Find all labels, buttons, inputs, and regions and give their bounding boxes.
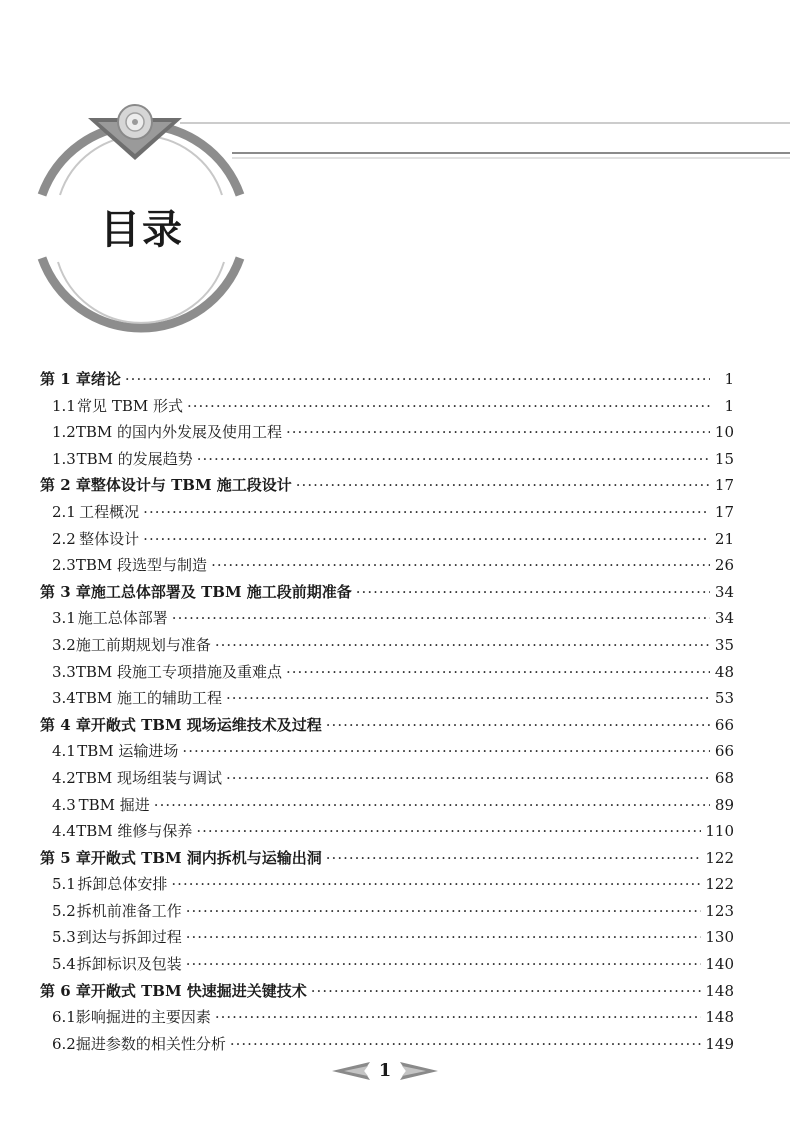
dot-leader xyxy=(296,476,710,494)
toc-section-row[interactable] xyxy=(40,501,734,528)
dot-leader xyxy=(187,397,710,415)
toc-entry-page: 34 xyxy=(714,582,734,601)
toc-entry-number: 1.1 xyxy=(52,396,76,415)
toc-entry-title: 工程概况 xyxy=(79,502,140,521)
toc-entry-title: 开敞式 TBM 现场运维技术及过程 xyxy=(90,715,322,734)
dot-leader xyxy=(286,423,710,441)
dot-leader xyxy=(186,955,702,973)
toc-entry-title: 绪论 xyxy=(90,370,121,388)
toc-entry-page: 149 xyxy=(705,1034,734,1053)
toc-entry-title: 整体设计与 TBM 施工段设计 xyxy=(90,476,292,495)
toc-entry-page: 140 xyxy=(705,955,734,974)
toc-entry-title: TBM 段施工专项措施及重难点 xyxy=(75,662,283,681)
toc-entry-page: 35 xyxy=(714,635,734,654)
dot-leader xyxy=(226,689,710,707)
toc-entry-title: 拆机前准备工作 xyxy=(76,901,182,920)
toc-entry-number: 第 2 章 xyxy=(40,476,91,495)
dot-leader xyxy=(182,742,710,760)
page-number: 1 xyxy=(378,1060,392,1081)
toc-entry-page: 21 xyxy=(714,529,734,548)
toc-chapter-row[interactable] xyxy=(40,368,734,395)
toc-entry-title: 到达与拆卸过程 xyxy=(76,928,182,947)
toc-chapter-row[interactable] xyxy=(40,847,734,874)
toc-section-row[interactable] xyxy=(40,661,734,688)
toc-entry-number: 2.3 xyxy=(52,556,76,575)
toc-entry-number: 第 5 章 xyxy=(40,848,91,867)
toc-entry-page: 17 xyxy=(714,476,734,495)
toc-entry-number: 1.2 xyxy=(52,423,76,442)
toc-entry-number: 6.2 xyxy=(52,1034,76,1053)
toc-entry-number: 6.1 xyxy=(52,1008,76,1027)
toc-entry-page: 68 xyxy=(714,768,734,787)
toc-entry-number: 第 6 章 xyxy=(40,981,91,1000)
toc-entry-title: TBM 维修与保养 xyxy=(76,822,193,841)
toc-entry-number: 4.4 xyxy=(52,822,76,841)
table-of-contents xyxy=(40,368,734,1059)
toc-entry-page: 1 xyxy=(724,396,734,415)
toc-chapter-row[interactable] xyxy=(40,474,734,501)
toc-entry-page: 148 xyxy=(705,1008,734,1027)
toc-entry-page: 110 xyxy=(705,822,734,841)
toc-entry-page: 10 xyxy=(714,423,734,442)
toc-entry-title: TBM 的国内外发展及使用工程 xyxy=(75,423,283,442)
dot-leader xyxy=(125,370,710,388)
toc-entry-title: 施工前期规划与准备 xyxy=(75,635,211,654)
toc-entry-title: 整体设计 xyxy=(79,529,140,548)
toc-entry-title: TBM 掘进 xyxy=(78,795,150,814)
toc-section-row[interactable] xyxy=(40,634,734,661)
dot-leader xyxy=(172,609,710,627)
dot-leader xyxy=(154,796,710,814)
toc-entry-title: 拆卸标识及包装 xyxy=(76,955,182,974)
toc-section-row[interactable] xyxy=(40,1033,734,1060)
dot-leader xyxy=(215,636,710,654)
toc-entry-page: 34 xyxy=(714,609,734,628)
toc-entry-number: 2.2 xyxy=(52,529,76,548)
lower-arc xyxy=(42,258,240,328)
toc-entry-number: 4.1 xyxy=(52,742,76,761)
toc-section-row[interactable] xyxy=(40,395,734,422)
toc-section-row[interactable] xyxy=(40,421,734,448)
dot-leader xyxy=(356,583,710,601)
toc-entry-page: 53 xyxy=(714,689,734,708)
toc-section-row[interactable] xyxy=(40,873,734,900)
toc-section-row[interactable] xyxy=(40,687,734,714)
dot-leader xyxy=(196,822,701,840)
toc-entry-page: 148 xyxy=(705,981,734,1000)
toc-entry-number: 3.4 xyxy=(52,689,76,708)
toc-entry-number: 4.2 xyxy=(52,768,76,787)
dot-leader xyxy=(326,716,710,734)
toc-section-row[interactable] xyxy=(40,953,734,980)
toc-entry-page: 123 xyxy=(705,901,734,920)
toc-entry-page: 15 xyxy=(714,449,734,468)
toc-entry-title: 施工总体部署 xyxy=(77,609,168,628)
toc-entry-page: 122 xyxy=(705,848,734,867)
toc-chapter-row[interactable] xyxy=(40,581,734,608)
toc-section-row[interactable] xyxy=(40,740,734,767)
toc-entry-page: 66 xyxy=(714,742,734,761)
toc-entry-title: TBM 现场组装与调试 xyxy=(75,768,223,787)
toc-section-row[interactable] xyxy=(40,607,734,634)
dot-leader xyxy=(186,928,702,946)
toc-entry-title: TBM 的发展趋势 xyxy=(76,449,193,468)
toc-entry-page: 1 xyxy=(724,370,734,388)
toc-section-row[interactable] xyxy=(40,448,734,475)
dot-leader xyxy=(171,875,701,893)
toc-section-row[interactable] xyxy=(40,820,734,847)
dot-leader xyxy=(286,663,710,681)
toc-entry-number: 第 3 章 xyxy=(40,582,91,601)
toc-section-row[interactable] xyxy=(40,926,734,953)
toc-entry-number: 1.3 xyxy=(52,449,76,468)
dot-leader xyxy=(143,530,710,548)
toc-entry-number: 3.3 xyxy=(52,662,76,681)
toc-chapter-row[interactable] xyxy=(40,980,734,1007)
toc-entry-title: 开敞式 TBM 快速掘进关键技术 xyxy=(90,981,307,1000)
toc-entry-number: 5.4 xyxy=(52,955,76,974)
toc-section-row[interactable] xyxy=(40,767,734,794)
dot-leader xyxy=(211,556,710,574)
dot-leader xyxy=(326,849,702,867)
page-footer xyxy=(330,1058,440,1084)
toc-entry-title: 掘进参数的相关性分析 xyxy=(75,1034,226,1053)
toc-entry-title: TBM 段选型与制造 xyxy=(75,556,208,575)
toc-entry-title: 影响掘进的主要因素 xyxy=(75,1008,211,1027)
toc-entry-title: TBM 运输进场 xyxy=(77,742,179,761)
toc-chapter-row[interactable] xyxy=(40,714,734,741)
toc-entry-number: 3.1 xyxy=(52,609,76,628)
toc-entry-number: 5.1 xyxy=(52,875,76,894)
toc-section-row[interactable] xyxy=(40,900,734,927)
dot-leader xyxy=(186,902,702,920)
toc-entry-page: 48 xyxy=(714,662,734,681)
toc-entry-title: TBM 施工的辅助工程 xyxy=(75,689,223,708)
toc-section-row[interactable] xyxy=(40,1006,734,1033)
toc-entry-number: 5.2 xyxy=(52,901,76,920)
toc-entry-page: 26 xyxy=(714,556,734,575)
toc-section-row[interactable] xyxy=(40,528,734,555)
toc-section-row[interactable] xyxy=(40,794,734,821)
dot-leader xyxy=(311,982,702,1000)
dot-leader xyxy=(226,769,710,787)
toc-entry-number: 3.2 xyxy=(52,635,76,654)
page-title: 目录 xyxy=(100,207,184,253)
toc-entry-number: 2.1 xyxy=(52,502,76,521)
dot-leader xyxy=(215,1008,701,1026)
toc-entry-page: 17 xyxy=(714,502,734,521)
toc-entry-number: 5.3 xyxy=(52,928,76,947)
toc-entry-title: 常见 TBM 形式 xyxy=(77,396,183,415)
title-ornament xyxy=(0,0,790,360)
toc-entry-page: 130 xyxy=(705,928,734,947)
toc-entry-title: 拆卸总体安排 xyxy=(77,875,168,894)
toc-entry-page: 66 xyxy=(714,715,734,734)
toc-entry-title: 开敞式 TBM 洞内拆机与运输出洞 xyxy=(90,848,322,867)
toc-entry-page: 89 xyxy=(714,795,734,814)
dot-leader xyxy=(143,503,710,521)
toc-entry-title: 施工总体部署及 TBM 施工段前期准备 xyxy=(90,582,352,601)
toc-entry-page: 122 xyxy=(705,875,734,894)
toc-entry-number: 4.3 xyxy=(52,795,76,814)
dot-leader xyxy=(230,1035,701,1053)
dot-leader xyxy=(197,450,710,468)
toc-section-row[interactable] xyxy=(40,554,734,581)
toc-entry-number: 第 4 章 xyxy=(40,715,91,734)
toc-entry-number: 第 1 章 xyxy=(40,370,91,388)
